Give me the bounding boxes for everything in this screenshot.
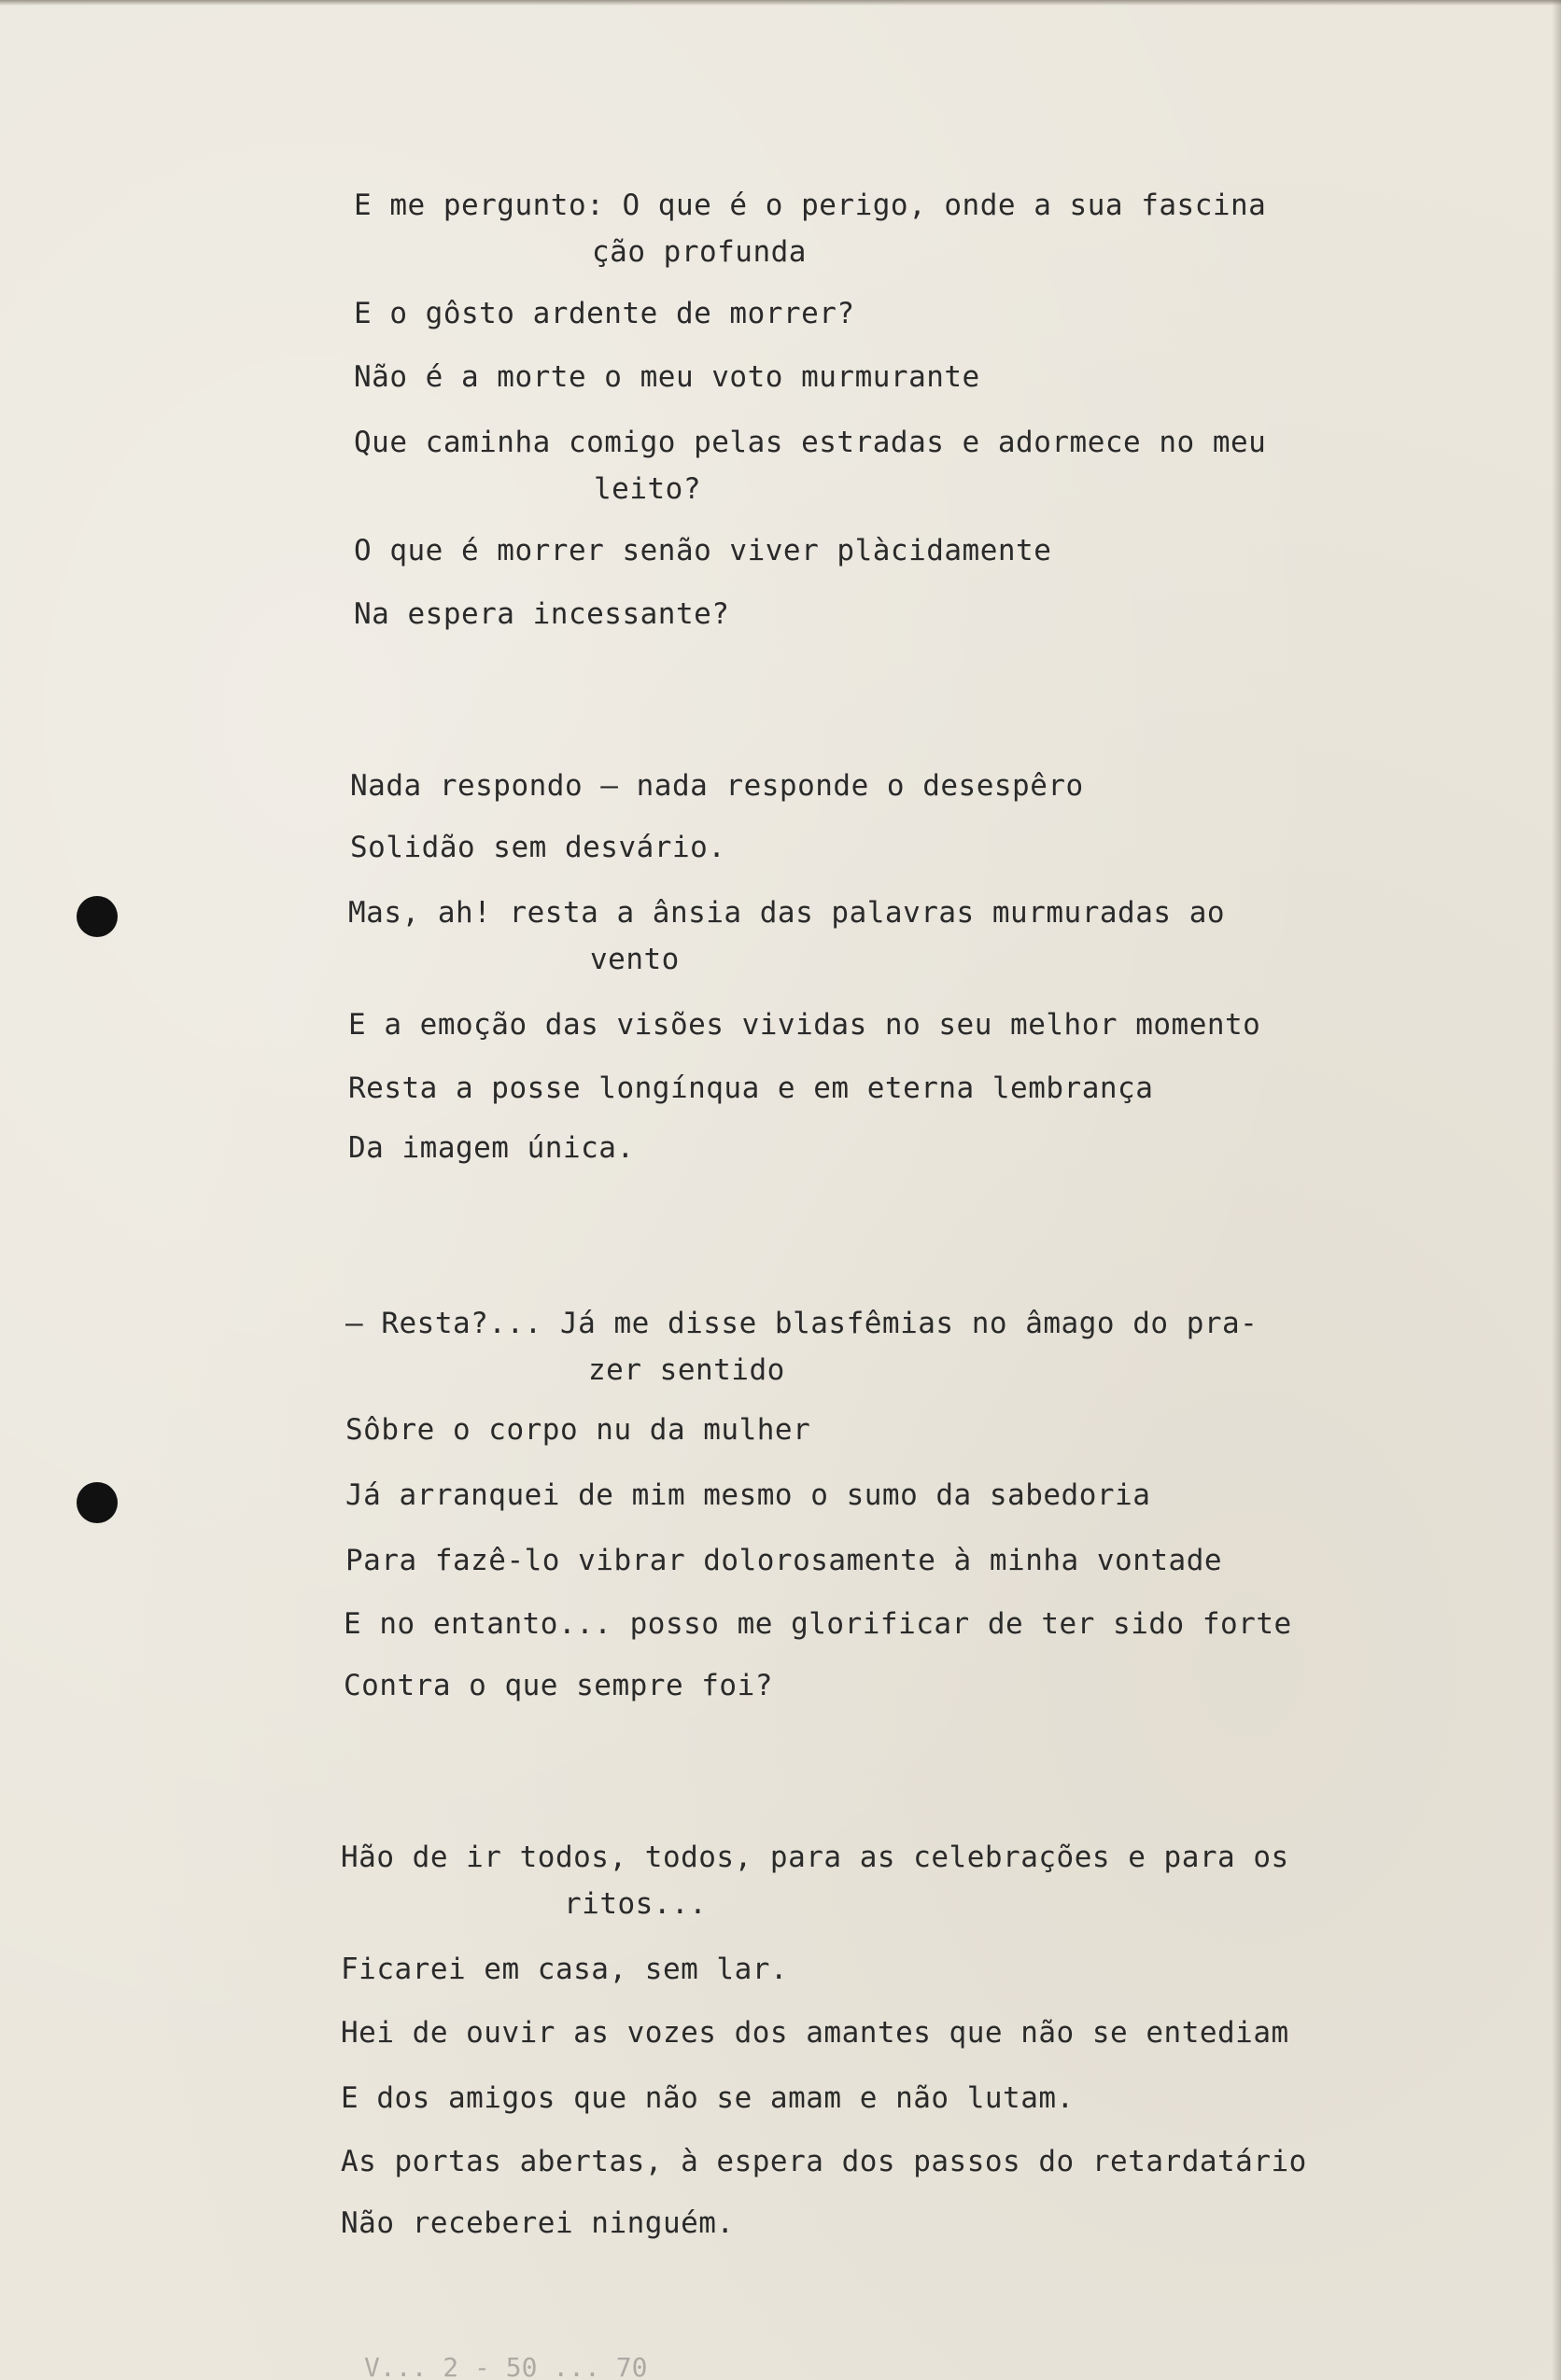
poem-line-continuation: vento [590, 943, 680, 976]
poem-line-continuation: ção profunda [592, 235, 807, 269]
poem-line: E o gôsto ardente de morrer? [354, 297, 855, 330]
poem-line: Para fazê-lo vibrar dolorosamente à minha vontade [345, 1544, 1223, 1577]
poem-line: Hão de ir todos, todos, para as celebrações e para os [341, 1841, 1289, 1874]
poem-line: — Resta?... Já me disse blasfêmias no âmago do pra- [345, 1307, 1259, 1340]
poem-line: Que caminha comigo pelas estradas e adormece no meu [354, 426, 1267, 459]
poem-line-continuation: ritos... [564, 1887, 708, 1921]
poem-line: Da imagem única. [348, 1131, 635, 1165]
poem-line: E me pergunto: O que é o perigo, onde a sua fascina [354, 189, 1267, 222]
poem-line: Resta a posse longínqua e em eterna lembrança [348, 1071, 1154, 1105]
poem-line: As portas abertas, à espera dos passos do retardatário [341, 2145, 1307, 2178]
poem-line: Solidão sem desvário. [350, 831, 726, 864]
paper-top-edge [0, 0, 1561, 6]
poem-line-continuation: leito? [594, 472, 701, 506]
punch-hole-lower [77, 1482, 118, 1523]
poem-line: E a emoção das visões vividas no seu melhor momento [348, 1008, 1261, 1042]
poem-line: Na espera incessante? [354, 597, 730, 631]
poem-line: Não receberei ninguém. [341, 2206, 735, 2240]
poem-line: Mas, ah! resta a ânsia das palavras murmuradas ao [348, 896, 1226, 930]
poem-line: Não é a morte o meu voto murmurante [354, 360, 980, 394]
bottom-faint-annotation: V... 2 - 50 ... 70 [364, 2352, 648, 2380]
poem-line: Nada respondo — nada responde o desespêro [350, 769, 1084, 803]
poem-line: Ficarei em casa, sem lar. [341, 1953, 789, 1986]
poem-line: Sôbre o corpo nu da mulher [345, 1413, 811, 1447]
poem-line: Hei de ouvir as vozes dos amantes que não se entediam [341, 2016, 1289, 2050]
poem-line: Já arranquei de mim mesmo o sumo da sabedoria [345, 1478, 1151, 1512]
paper-right-edge [1552, 0, 1561, 2380]
poem-line-continuation: zer sentido [588, 1353, 785, 1387]
poem-line: E no entanto... posso me glorificar de ter sido forte [344, 1607, 1292, 1641]
punch-hole-upper [77, 896, 118, 937]
poem-line: O que é morrer senão viver plàcidamente [354, 534, 1052, 567]
poem-line: Contra o que sempre foi? [344, 1669, 773, 1702]
poem-line: E dos amigos que não se amam e não lutam. [341, 2081, 1075, 2115]
